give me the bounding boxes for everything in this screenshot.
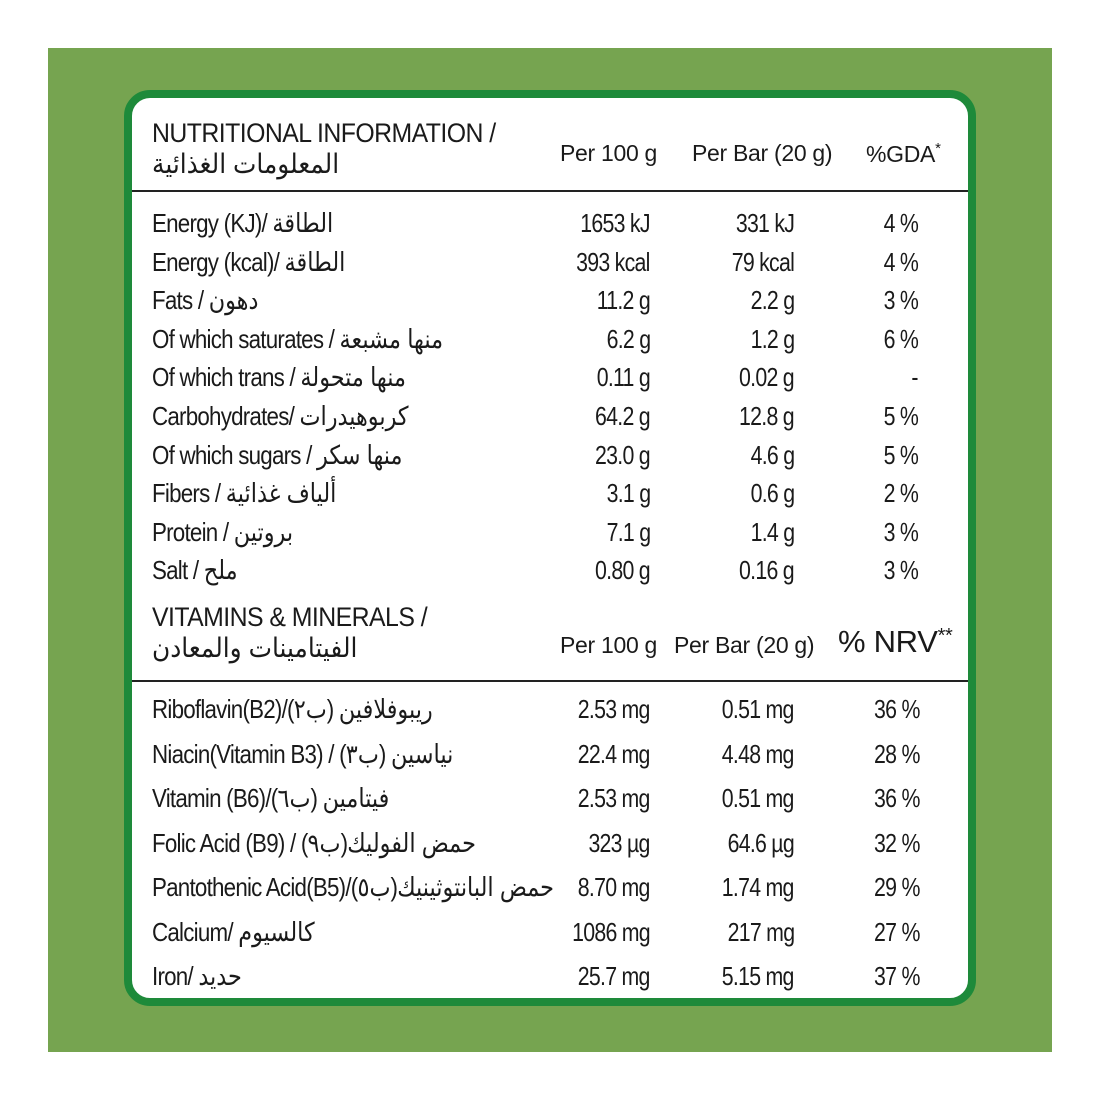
value-percent: 5 % bbox=[883, 401, 918, 431]
nutrition-title-ar: المعلومات الغذائية bbox=[152, 149, 340, 179]
value-percent: 36 % bbox=[874, 694, 920, 724]
value-per100: 8.70 mg bbox=[578, 872, 650, 902]
header-divider bbox=[132, 190, 968, 192]
table-row bbox=[132, 440, 968, 478]
nutrition-title-en: NUTRITIONAL INFORMATION / bbox=[152, 118, 496, 148]
value-per100: 64.2 g bbox=[595, 401, 650, 431]
gda-label: %GDA bbox=[866, 141, 936, 167]
vitamins-title-en: VITAMINS & MINERALS / bbox=[152, 602, 428, 632]
row-label: Pantothenic Acid(B5)/(ب٥)حمض البانتوثينيك bbox=[152, 872, 554, 902]
value-percent: 28 % bbox=[874, 738, 920, 769]
table-row bbox=[132, 872, 968, 910]
table-row bbox=[132, 247, 968, 285]
value-percent: 3 % bbox=[883, 555, 918, 586]
nrv-footnote-mark: ** bbox=[937, 625, 953, 647]
nutrition-label-panel bbox=[124, 90, 976, 1006]
value-per100: 0.80 g bbox=[595, 555, 650, 586]
col-header-perbar: Per Bar (20 g) bbox=[692, 140, 833, 166]
row-label: Of which trans / منها متحولة bbox=[152, 362, 406, 393]
value-per100: 25.7 mg bbox=[578, 961, 650, 991]
table-row bbox=[132, 208, 968, 246]
row-label: Salt / ملح bbox=[152, 555, 238, 586]
vitamins-title-ar: الفيتامينات والمعادن bbox=[152, 633, 358, 663]
table-row bbox=[132, 517, 968, 555]
gda-footnote-mark: * bbox=[935, 140, 941, 157]
vitamins-title bbox=[152, 602, 427, 664]
nutrition-title bbox=[152, 118, 496, 180]
value-perbar: 1.74 mg bbox=[722, 872, 794, 902]
row-label: Protein / بروتين bbox=[152, 516, 294, 547]
vit-col-header-per100: Per 100 g bbox=[560, 632, 658, 658]
value-percent: 32 % bbox=[874, 827, 920, 858]
col-header-per100: Per 100 g bbox=[560, 140, 658, 166]
table-row bbox=[132, 285, 968, 323]
table-row bbox=[132, 324, 968, 362]
value-percent: 29 % bbox=[874, 872, 920, 902]
table-row bbox=[132, 739, 968, 777]
value-per100: 0.11 g bbox=[596, 362, 650, 393]
table-row bbox=[132, 828, 968, 866]
row-label: Folic Acid (B9) / (ب٩)حمض الفوليك bbox=[152, 827, 476, 858]
row-label: Vitamin (B6)/(ب٦) فيتامين bbox=[152, 783, 390, 813]
row-label: Riboflavin(B2)/(ب٢) ريبوفلافين bbox=[152, 694, 433, 724]
table-row bbox=[132, 478, 968, 516]
row-label: Energy (KJ)/ الطاقة bbox=[152, 208, 334, 238]
value-perbar: 79 kcal bbox=[731, 246, 794, 277]
table-row bbox=[132, 555, 968, 593]
value-perbar: 0.51 mg bbox=[722, 783, 794, 813]
nutrition-header bbox=[132, 112, 968, 192]
value-per100: 6.2 g bbox=[606, 323, 650, 354]
value-perbar: 0.02 g bbox=[739, 362, 794, 393]
value-perbar: 4.48 mg bbox=[722, 738, 794, 769]
row-label: Niacin(Vitamin B3) / (ب٣) نياسين bbox=[152, 738, 454, 769]
value-percent: 6 % bbox=[883, 323, 918, 354]
value-per100: 2.53 mg bbox=[578, 783, 650, 813]
value-per100: 22.4 mg bbox=[578, 738, 650, 769]
value-per100: 393 kcal bbox=[576, 246, 650, 277]
table-row bbox=[132, 961, 968, 999]
value-percent: 36 % bbox=[874, 783, 920, 813]
value-per100: 11.2 g bbox=[596, 285, 650, 316]
value-per100: 1086 mg bbox=[572, 916, 650, 947]
value-perbar: 0.16 g bbox=[739, 555, 794, 586]
value-percent: 5 % bbox=[883, 439, 918, 470]
row-label: Energy (kcal)/ الطاقة bbox=[152, 246, 346, 277]
row-label: Fibers / ألياف غذائية bbox=[152, 478, 337, 509]
table-row bbox=[132, 401, 968, 439]
value-per100: 323 µg bbox=[588, 827, 650, 858]
vitamins-divider bbox=[132, 680, 968, 682]
row-label: Fats / دهون bbox=[152, 285, 259, 316]
col-header-gda bbox=[866, 140, 941, 168]
value-per100: 7.1 g bbox=[606, 516, 650, 547]
row-label: Calcium/ كالسيوم bbox=[152, 916, 315, 947]
value-per100: 3.1 g bbox=[606, 478, 650, 509]
value-perbar: 5.15 mg bbox=[722, 961, 794, 991]
value-percent: 3 % bbox=[883, 516, 918, 547]
value-perbar: 4.6 g bbox=[750, 439, 794, 470]
value-perbar: 64.6 µg bbox=[727, 827, 794, 858]
value-percent: 4 % bbox=[883, 246, 918, 277]
table-row bbox=[132, 917, 968, 955]
value-perbar: 12.8 g bbox=[739, 401, 794, 431]
table-row bbox=[132, 362, 968, 400]
row-label: Iron/ حديد bbox=[152, 961, 242, 991]
value-perbar: 1.4 g bbox=[750, 516, 794, 547]
value-percent: 27 % bbox=[874, 916, 920, 947]
vit-col-header-perbar: Per Bar (20 g) bbox=[674, 632, 815, 658]
nrv-label: % NRV bbox=[838, 624, 938, 659]
value-percent: - bbox=[911, 362, 918, 393]
value-perbar: 217 mg bbox=[727, 916, 794, 947]
col-header-nrv bbox=[838, 624, 953, 660]
row-label: Of which saturates / منها مشبعة bbox=[152, 323, 444, 354]
value-percent: 37 % bbox=[874, 961, 920, 991]
table-row bbox=[132, 783, 968, 821]
value-per100: 2.53 mg bbox=[578, 694, 650, 724]
value-percent: 4 % bbox=[883, 208, 918, 238]
table-row bbox=[132, 694, 968, 732]
value-percent: 2 % bbox=[883, 478, 918, 509]
value-per100: 1653 kJ bbox=[580, 208, 650, 238]
value-percent: 3 % bbox=[883, 285, 918, 316]
value-perbar: 1.2 g bbox=[750, 323, 794, 354]
value-per100: 23.0 g bbox=[595, 439, 650, 470]
value-perbar: 331 kJ bbox=[735, 208, 794, 238]
value-perbar: 0.6 g bbox=[750, 478, 794, 509]
row-label: Of which sugars / منها سكر bbox=[152, 439, 403, 470]
value-perbar: 0.51 mg bbox=[722, 694, 794, 724]
value-perbar: 2.2 g bbox=[750, 285, 794, 316]
row-label: Carbohydrates/ كربوهيدرات bbox=[152, 401, 409, 431]
vitamins-header bbox=[132, 594, 968, 674]
